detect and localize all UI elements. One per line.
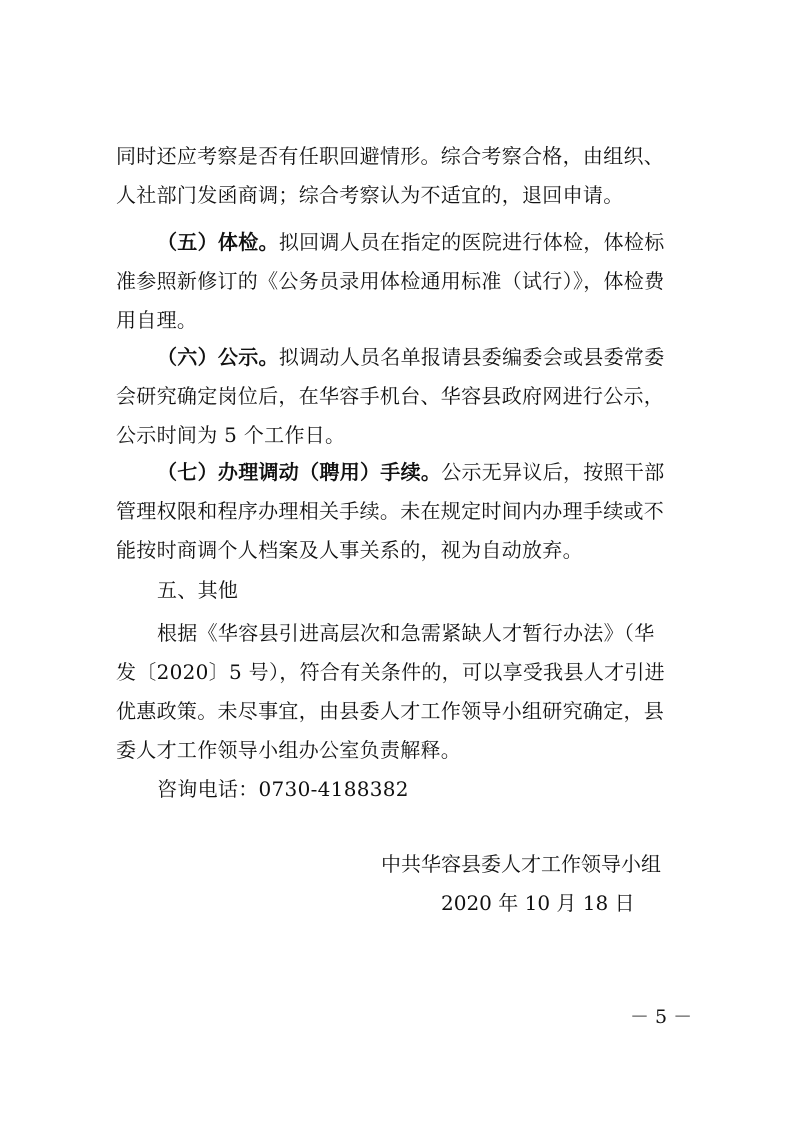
section-title-other: 五、其他	[157, 578, 239, 602]
paragraph-transfer-procedures	[157, 460, 665, 484]
body-text: 公示无异议后，按照干部	[441, 460, 665, 484]
body-line: 优惠政策。未尽事宜，由县委人才工作领导小组研究确定，县	[116, 699, 665, 723]
body-line: 准参照新修订的《公务员录用体检通用标准（试行）》，体检费	[116, 269, 665, 293]
body-text: 拟回调人员在指定的医院进行体检，体检标	[278, 230, 665, 254]
body-line: 能按时商调个人档案及人事关系的，视为自动放弃。	[116, 538, 583, 562]
body-line: 委人才工作领导小组办公室负责解释。	[116, 738, 462, 762]
page-number: － 5 －	[630, 1006, 693, 1028]
body-line: 会研究确定岗位后，在华容手机台、华容县政府网进行公示，	[116, 384, 665, 408]
body-line: 人社部门发函商调；综合考察认为不适宜的，退回申请。	[116, 183, 624, 207]
signature-organization: 中共华容县委人才工作领导小组	[381, 852, 661, 876]
body-line: 用自理。	[116, 308, 198, 332]
paragraph-publicity	[157, 345, 665, 369]
body-text: 拟调动人员名单报请县委编委会或县委常委	[278, 345, 665, 369]
body-line: 管理权限和程序办理相关手续。未在规定时间内办理手续或不	[116, 499, 665, 523]
body-line: 同时还应考察是否有任职回避情形。综合考察合格，由组织、	[116, 144, 665, 168]
section-heading: （五）体检。	[157, 230, 279, 254]
body-line: 根据《华容县引进高层次和急需紧缺人才暂行办法》（华	[157, 621, 655, 645]
paragraph-physical-exam	[157, 230, 665, 254]
body-line: 发〔2020〕5 号），符合有关条件的，可以享受我县人才引进	[116, 660, 665, 684]
contact-phone: 咨询电话：0730-4188382	[157, 777, 409, 801]
section-heading: （六）公示。	[157, 345, 279, 369]
body-line: 公示时间为 5 个工作日。	[116, 423, 346, 447]
signature-date: 2020 年 10 月 18 日	[441, 891, 635, 915]
section-heading: （七）办理调动（聘用）手续。	[157, 460, 442, 484]
